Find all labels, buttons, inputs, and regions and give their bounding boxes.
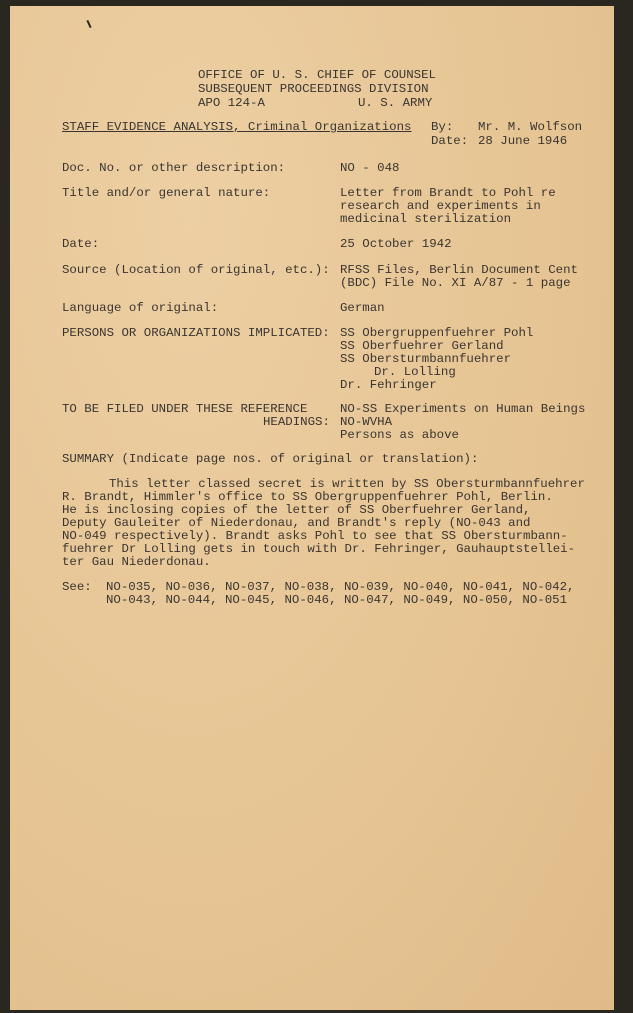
language-value: German bbox=[340, 301, 385, 315]
summary-line: This letter classed secret is written by SS Obersturmbannfuehrer bbox=[109, 477, 585, 491]
source-value-2: (BDC) File No. XI A/87 - 1 page bbox=[340, 276, 571, 290]
doc-no-value: NO - 048 bbox=[340, 161, 400, 175]
persons-label: PERSONS OR ORGANIZATIONS IMPLICATED: bbox=[62, 326, 330, 340]
header-apo: APO 124-A bbox=[198, 96, 265, 110]
summary-line: R. Brandt, Himmler's office to SS Obergruppenfuehrer Pohl, Berlin. bbox=[62, 490, 553, 504]
doc-no-label: Doc. No. or other description: bbox=[62, 161, 286, 175]
date-field-label: Date: bbox=[62, 237, 100, 251]
filed-item: Persons as above bbox=[340, 428, 459, 442]
by-label: By: bbox=[431, 120, 454, 134]
summary-line: NO-049 respectively). Brandt asks Pohl to see that SS Obersturmbann- bbox=[62, 529, 568, 543]
filed-label: TO BE FILED UNDER THESE REFERENCE bbox=[62, 402, 308, 416]
language-label: Language of original: bbox=[62, 301, 219, 315]
date-label: Date: bbox=[431, 134, 469, 148]
title-label: Title and/or general nature: bbox=[62, 186, 271, 200]
title-value-1: Letter from Brandt to Pohl re bbox=[340, 186, 556, 200]
persons-item: SS Obergruppenfuehrer Pohl bbox=[340, 326, 534, 340]
summary-line: Deputy Gauleiter of Niederdonau, and Brandt's reply (NO-043 and bbox=[62, 516, 531, 530]
header-office: OFFICE OF U. S. CHIEF OF COUNSEL bbox=[198, 68, 436, 82]
date-field-value: 25 October 1942 bbox=[340, 237, 452, 251]
summary-line: ter Gau Niederdonau. bbox=[62, 555, 211, 569]
source-label: Source (Location of original, etc.): bbox=[62, 263, 330, 277]
persons-item: SS Oberfuehrer Gerland bbox=[340, 339, 504, 353]
ink-mark bbox=[86, 20, 91, 28]
source-value-1: RFSS Files, Berlin Document Cent bbox=[340, 263, 578, 277]
persons-item: SS Obersturmbannfuehrer bbox=[340, 352, 512, 366]
persons-item: Dr. Fehringer bbox=[340, 378, 437, 392]
persons-item: Dr. Lolling bbox=[374, 365, 456, 379]
see-references: NO-043, NO-044, NO-045, NO-046, NO-047, NO-049, NO-050, NO-051 bbox=[106, 593, 568, 607]
header-army: U. S. ARMY bbox=[358, 96, 433, 110]
see-references: NO-035, NO-036, NO-037, NO-038, NO-039, NO-040, NO-041, NO-042, bbox=[106, 580, 575, 594]
see-label: See: bbox=[62, 580, 92, 594]
by-value: Mr. M. Wolfson bbox=[478, 120, 583, 134]
analysis-title: STAFF EVIDENCE ANALYSIS, Criminal Organizations bbox=[62, 120, 412, 134]
date-value: 28 June 1946 bbox=[478, 134, 568, 148]
summary-heading: SUMMARY (Indicate page nos. of original or translation): bbox=[62, 452, 479, 466]
filed-label-headings: HEADINGS: bbox=[263, 415, 330, 429]
summary-line: He is inclosing copies of the letter of SS Oberfuehrer Gerland, bbox=[62, 503, 531, 517]
filed-item: NO-WVHA bbox=[340, 415, 393, 429]
document-page bbox=[10, 6, 614, 1010]
title-value-2: research and experiments in bbox=[340, 199, 541, 213]
title-value-3: medicinal sterilization bbox=[340, 212, 512, 226]
summary-line: fuehrer Dr Lolling gets in touch with Dr. Fehringer, Gauhauptstellei- bbox=[62, 542, 576, 556]
filed-item: NO-SS Experiments on Human Beings bbox=[340, 402, 586, 416]
header-division: SUBSEQUENT PROCEEDINGS DIVISION bbox=[198, 82, 429, 96]
